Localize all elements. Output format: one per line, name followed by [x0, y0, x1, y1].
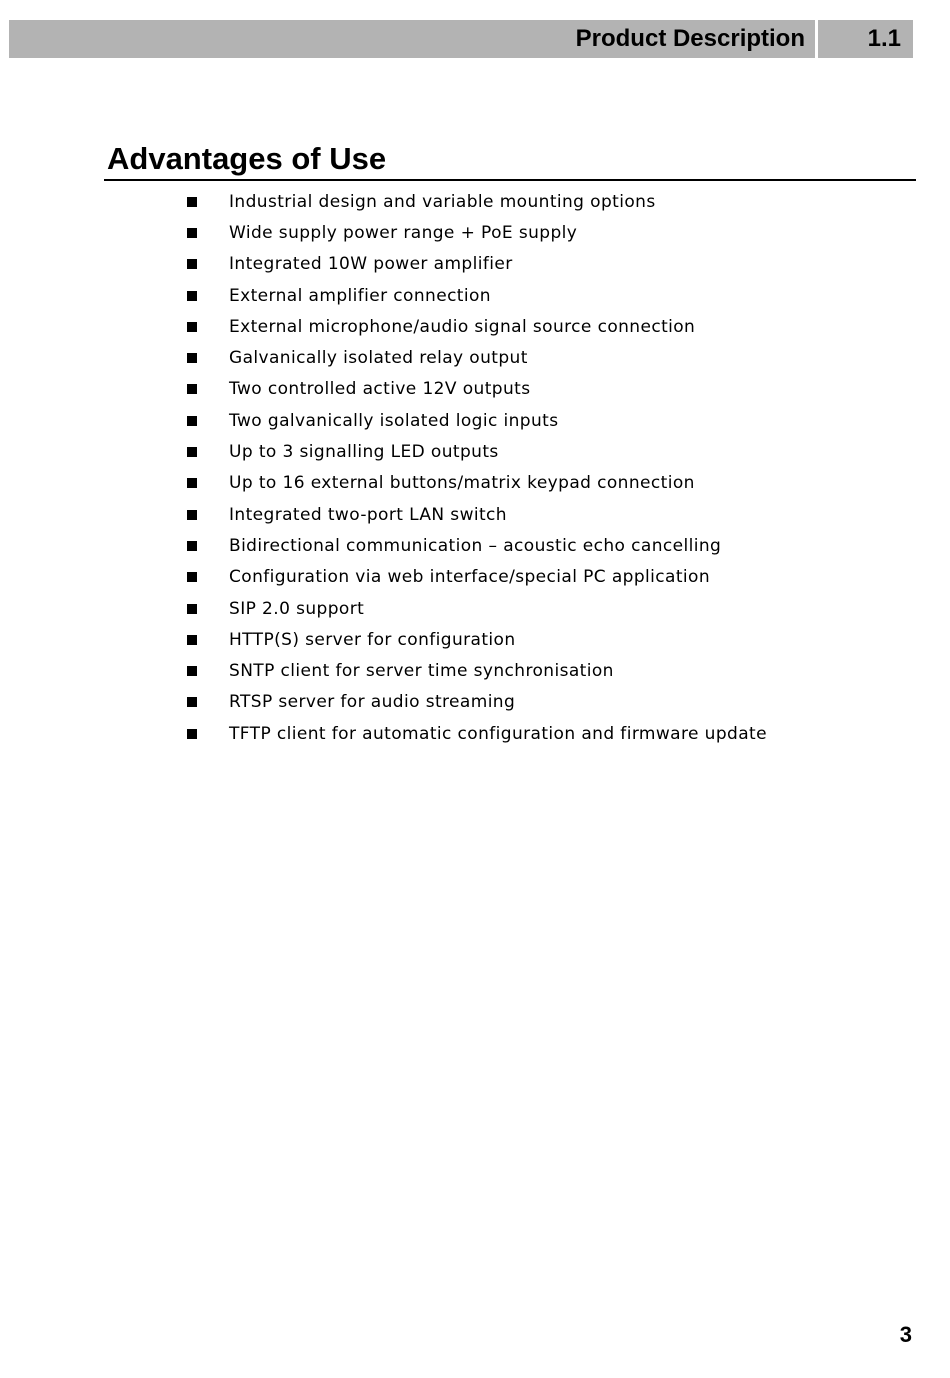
page-header — [9, 20, 913, 58]
square-bullet-icon — [187, 197, 197, 207]
page-number: 3 — [899, 1322, 912, 1347]
square-bullet-icon — [187, 666, 197, 676]
square-bullet-icon — [187, 729, 197, 739]
square-bullet-icon — [187, 291, 197, 301]
list-item-text: RTSP server for audio streaming — [229, 692, 516, 713]
list-item-text: Wide supply power range + PoE supply — [229, 222, 578, 243]
square-bullet-icon — [187, 635, 197, 645]
list-item-text: SIP 2.0 support — [229, 598, 365, 619]
list-item-text: External microphone/audio signal source connection — [229, 316, 696, 337]
square-bullet-icon — [187, 447, 197, 457]
list-item-text: Industrial design and variable mounting options — [229, 191, 656, 212]
header-title-cell — [9, 20, 815, 58]
header-section-number: 1.1 — [867, 25, 901, 52]
square-bullet-icon — [187, 384, 197, 394]
section-heading: Advantages of Use — [107, 141, 387, 176]
list-item-text: Two galvanically isolated logic inputs — [229, 410, 559, 431]
list-item-text: Configuration via web interface/special PC application — [229, 567, 711, 588]
header-section-cell — [818, 20, 913, 58]
square-bullet-icon — [187, 478, 197, 488]
square-bullet-icon — [187, 322, 197, 332]
list-item-text: Integrated 10W power amplifier — [229, 254, 513, 275]
square-bullet-icon — [187, 510, 197, 520]
square-bullet-icon — [187, 416, 197, 426]
heading-underline — [104, 179, 916, 181]
square-bullet-icon — [187, 604, 197, 614]
list-item-text: Up to 16 external buttons/matrix keypad connection — [229, 473, 695, 494]
list-item-text: Galvanically isolated relay output — [229, 348, 528, 369]
list-item-text: Up to 3 signalling LED outputs — [229, 442, 499, 463]
list-item-text: TFTP client for automatic configuration and firmware update — [229, 723, 767, 744]
square-bullet-icon — [187, 572, 197, 582]
square-bullet-icon — [187, 697, 197, 707]
square-bullet-icon — [187, 259, 197, 269]
list-item-text: Two controlled active 12V outputs — [229, 379, 531, 400]
list-item-text: HTTP(S) server for configuration — [229, 629, 516, 650]
square-bullet-icon — [187, 541, 197, 551]
header-title: Product Description — [575, 25, 805, 52]
list-item-text: Integrated two-port LAN switch — [229, 504, 507, 525]
list-item-text: Bidirectional communication – acoustic echo cancelling — [229, 535, 722, 556]
list-item-text: SNTP client for server time synchronisation — [229, 661, 614, 682]
square-bullet-icon — [187, 228, 197, 238]
list-item-text: External amplifier connection — [229, 285, 491, 306]
square-bullet-icon — [187, 353, 197, 363]
